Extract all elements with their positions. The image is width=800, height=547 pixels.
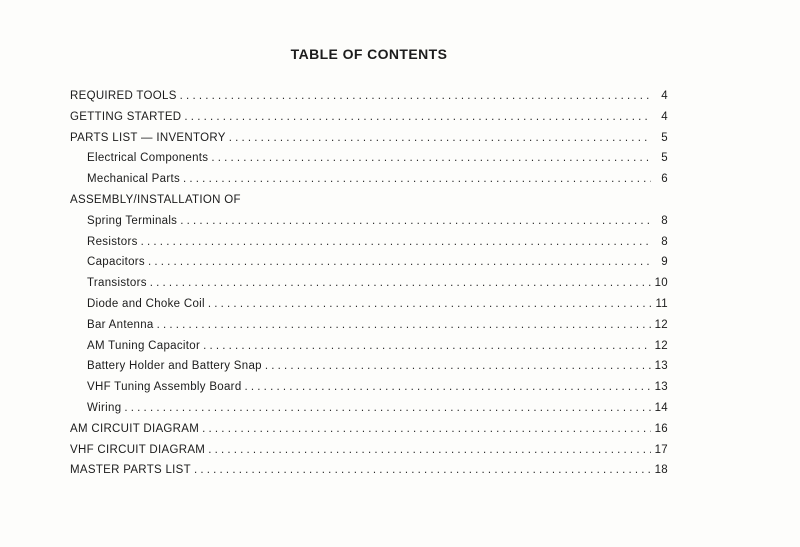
toc-entry-page: 13 <box>654 360 668 373</box>
toc-entry-page: 4 <box>661 110 668 123</box>
toc-subentry <box>70 236 668 257</box>
toc-entry-label: AM CIRCUIT DIAGRAM <box>70 422 200 435</box>
dot-leader <box>208 444 651 456</box>
toc-entry-label: REQUIRED TOOLS <box>70 90 177 102</box>
toc-entry <box>70 111 668 132</box>
table-of-contents <box>70 90 668 485</box>
toc-entry-label: Mechanical Parts <box>87 173 181 186</box>
toc-entry-page: 17 <box>654 443 668 456</box>
dot-leader <box>208 298 651 310</box>
toc-entry-page: 14 <box>654 401 668 414</box>
toc-entry-page: 11 <box>655 297 668 310</box>
dot-leader <box>183 173 651 185</box>
toc-entry-label: Capacitors <box>87 256 145 269</box>
toc-entry-page: 4 <box>661 90 668 102</box>
dot-leader <box>211 152 651 164</box>
dot-leader <box>148 256 651 268</box>
toc-subentry <box>70 256 668 277</box>
dot-leader <box>180 90 651 102</box>
toc-entry <box>70 132 668 153</box>
toc-entry-label: AM Tuning Capacitor <box>87 339 201 352</box>
toc-subentry <box>70 173 668 194</box>
dot-leader <box>203 340 651 352</box>
toc-entry-page: 10 <box>654 277 668 290</box>
toc-entry <box>70 444 668 465</box>
toc-entry-page: 18 <box>654 464 668 477</box>
toc-entry-label: VHF CIRCUIT DIAGRAM <box>70 443 206 456</box>
toc-section-heading <box>70 194 668 215</box>
dot-leader <box>184 111 651 123</box>
toc-subentry <box>70 277 668 298</box>
toc-subentry <box>70 319 668 340</box>
toc-entry-page: 8 <box>661 235 668 248</box>
toc-subentry <box>70 402 668 423</box>
toc-subentry <box>70 381 668 402</box>
toc-entry-page: 9 <box>661 256 668 269</box>
toc-entry-page: 12 <box>654 339 668 352</box>
toc-entry <box>70 90 668 111</box>
toc-entry-label: Spring Terminals <box>87 214 178 227</box>
toc-entry-label: Electrical Components <box>87 152 209 165</box>
toc-entry-page: 5 <box>661 131 668 144</box>
toc-entry-label: PARTS LIST — INVENTORY <box>70 131 226 144</box>
page-title: TABLE OF CONTENTS <box>290 46 448 62</box>
toc-subentry <box>70 215 668 236</box>
toc-entry-page: 5 <box>661 152 668 165</box>
dot-leader <box>150 277 651 289</box>
toc-subentry <box>70 340 668 361</box>
toc-entry-page: 12 <box>654 318 668 331</box>
toc-entry <box>70 423 668 444</box>
dot-leader <box>141 236 651 248</box>
toc-entry-label: ASSEMBLY/INSTALLATION OF <box>70 193 241 206</box>
toc-entry <box>70 464 668 485</box>
toc-entry-label: VHF Tuning Assembly Board <box>87 381 242 394</box>
toc-entry-page: 16 <box>654 422 668 435</box>
toc-entry-label: Wiring <box>87 401 122 414</box>
dot-leader <box>124 402 651 414</box>
dot-leader <box>245 381 651 393</box>
toc-entry-label: GETTING STARTED <box>70 110 182 123</box>
toc-entry-page: 13 <box>654 381 668 394</box>
toc-subentry <box>70 152 668 173</box>
toc-entry-label: MASTER PARTS LIST <box>70 464 191 477</box>
toc-entry-page: 8 <box>661 214 668 227</box>
toc-entry-label: Diode and Choke Coil <box>87 297 205 310</box>
dot-leader <box>202 423 651 435</box>
dot-leader <box>194 464 651 476</box>
toc-entry-label: Bar Antenna <box>87 318 154 331</box>
dot-leader <box>180 215 651 227</box>
toc-entry-page: 6 <box>661 173 668 186</box>
toc-entry-label: Transistors <box>87 277 147 290</box>
dot-leader <box>265 360 651 372</box>
toc-entry-label: Battery Holder and Battery Snap <box>87 360 262 373</box>
toc-subentry <box>70 360 668 381</box>
toc-subentry <box>70 298 668 319</box>
dot-leader <box>229 132 651 144</box>
toc-entry-label: Resistors <box>87 235 138 248</box>
dot-leader <box>157 319 651 331</box>
